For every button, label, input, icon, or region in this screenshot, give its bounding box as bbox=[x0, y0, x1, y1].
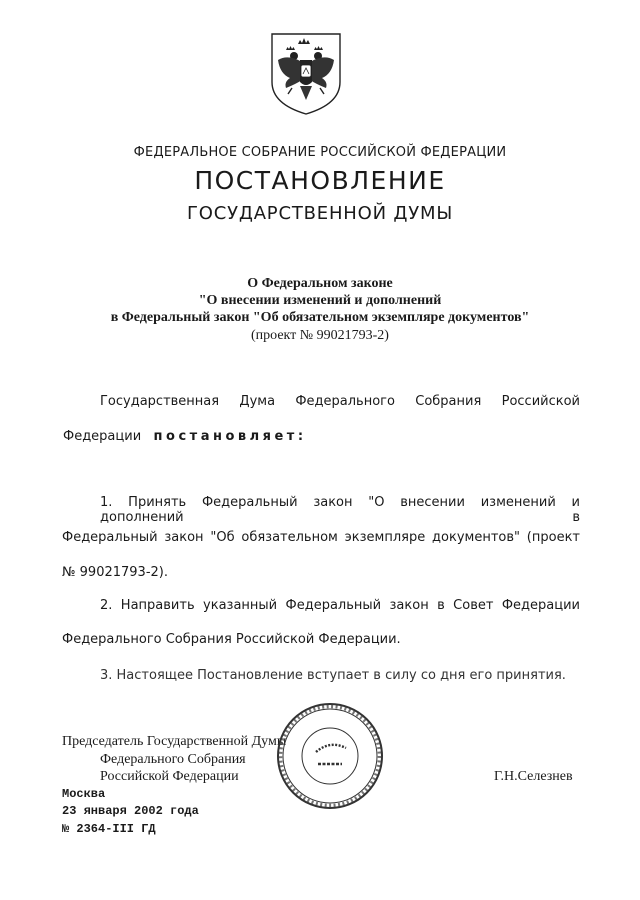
signatory-position-line-1: Председатель Государственной Думы bbox=[62, 734, 287, 749]
place: Москва bbox=[62, 787, 106, 801]
document-title: ПОСТАНОВЛЕНИЕ bbox=[194, 166, 446, 195]
intro-line-1: Государственная Дума Федерального Собрания Российской bbox=[100, 394, 580, 409]
heading-line-3: в Федеральный закон "Об обязательном экземпляре документов" bbox=[110, 310, 530, 325]
document-number: № 2364-III ГД bbox=[62, 822, 156, 836]
item-2-line-1: 2. Направить указанный Федеральный закон в Совет Федерации bbox=[100, 598, 580, 613]
signatory-position-line-2: Федерального Собрания bbox=[100, 752, 246, 767]
assembly-name: ФЕДЕРАЛЬНОЕ СОБРАНИЕ РОССИЙСКОЙ ФЕДЕРАЦИИ bbox=[133, 145, 507, 160]
date: 23 января 2002 года bbox=[62, 804, 199, 818]
item-2-line-2: Федерального Собрания Российской Федерации. bbox=[62, 632, 401, 647]
item-1-line-1: 1. Принять Федеральный закон "О внесении изменений и дополнений в bbox=[100, 495, 580, 525]
heading-line-1: О Федеральном законе bbox=[247, 276, 393, 291]
project-number: (проект № 99021793-2) bbox=[251, 328, 389, 343]
signatory-position-line-3: Российской Федерации bbox=[100, 769, 239, 784]
round-stamp bbox=[274, 700, 386, 812]
coat-of-arms-icon bbox=[268, 30, 344, 116]
intro-federation: Федерации bbox=[63, 429, 142, 444]
item-1-line-2: Федеральный закон "Об обязательном экземпляре документов" (проект bbox=[62, 530, 580, 545]
item-1-line-3: № 99021793-2). bbox=[62, 565, 168, 580]
signatory-name: Г.Н.Селезнев bbox=[494, 769, 573, 784]
item-3: 3. Настоящее Постановление вступает в силу со дня его принятия. bbox=[100, 668, 566, 683]
intro-resolves: постановляет: bbox=[153, 429, 307, 444]
heading-line-2: "О внесении изменений и дополнений bbox=[198, 293, 442, 308]
intro-line-2 bbox=[63, 429, 307, 444]
document-subtitle: ГОСУДАРСТВЕННОЙ ДУМЫ bbox=[186, 203, 454, 224]
